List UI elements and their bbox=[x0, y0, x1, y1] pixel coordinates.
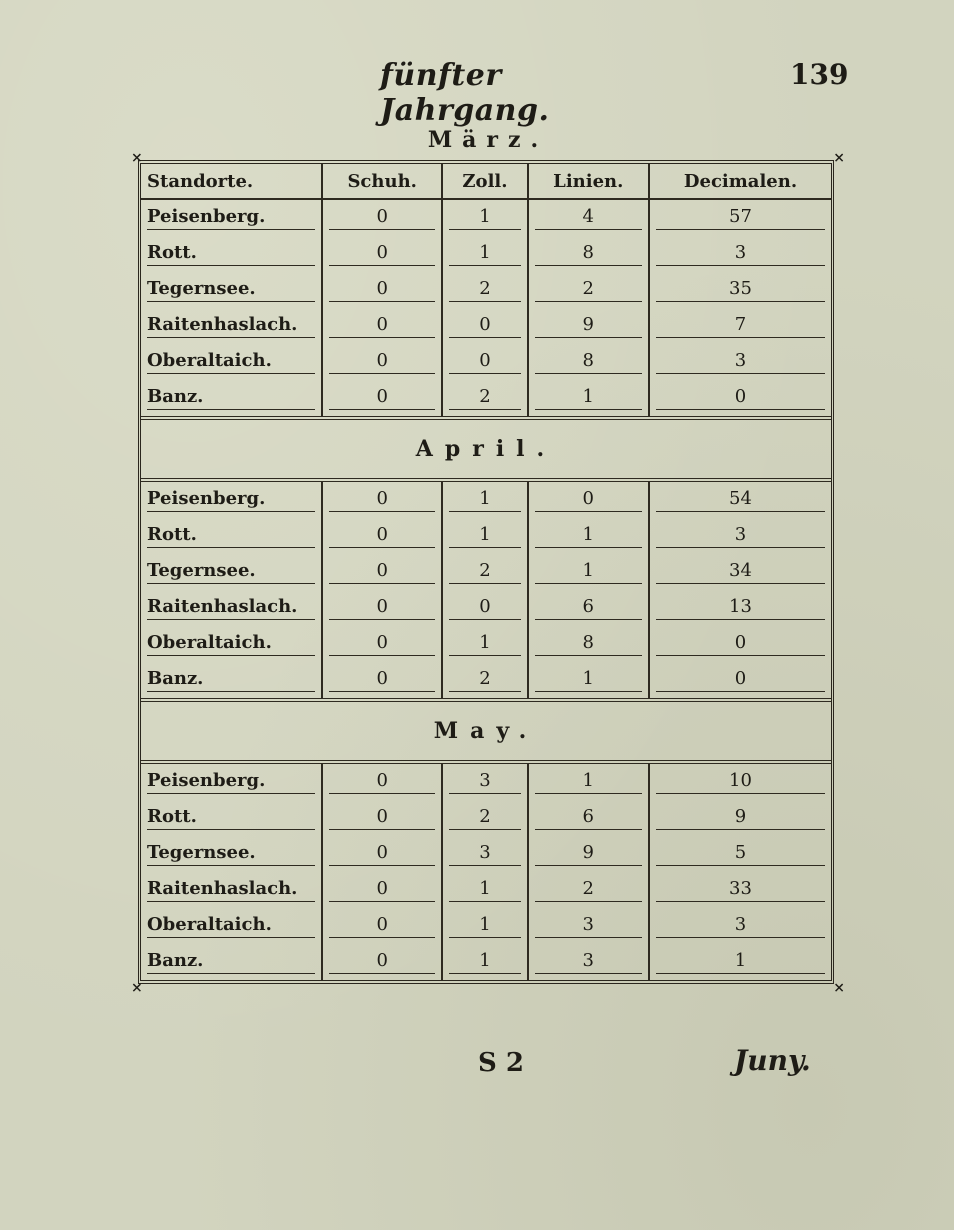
cell-zoll bbox=[442, 872, 527, 908]
section-title: April. bbox=[141, 418, 831, 480]
cell-zoll bbox=[442, 236, 527, 272]
cell-zoll bbox=[442, 344, 527, 380]
cell-value: 54 bbox=[656, 488, 825, 512]
cell-decimalen bbox=[649, 590, 831, 626]
cell-value: 0 bbox=[656, 668, 825, 692]
table-row bbox=[141, 762, 831, 800]
cell-value: Raitenhaslach. bbox=[147, 878, 315, 902]
cell-decimalen bbox=[649, 236, 831, 272]
cell-linien bbox=[528, 800, 649, 836]
cell-value: 34 bbox=[656, 560, 825, 584]
cell-value: 6 bbox=[535, 806, 642, 830]
cell-schuh bbox=[322, 626, 442, 662]
cell-place bbox=[141, 199, 322, 236]
cell-zoll bbox=[442, 554, 527, 590]
cell-value: 33 bbox=[656, 878, 825, 902]
header-row bbox=[141, 164, 831, 199]
cell-value: 6 bbox=[535, 596, 642, 620]
table-row bbox=[141, 272, 831, 308]
cell-zoll bbox=[442, 272, 527, 308]
cell-value: 7 bbox=[656, 314, 825, 338]
cell-value: 8 bbox=[535, 632, 642, 656]
table-row bbox=[141, 800, 831, 836]
cell-value: 0 bbox=[656, 632, 825, 656]
cell-value: 3 bbox=[449, 770, 520, 794]
cell-value: 3 bbox=[656, 524, 825, 548]
cell-zoll bbox=[442, 762, 527, 800]
cell-schuh bbox=[322, 344, 442, 380]
table-row bbox=[141, 480, 831, 518]
corner-mark-icon: × bbox=[833, 150, 845, 166]
cell-place bbox=[141, 590, 322, 626]
cell-linien bbox=[528, 344, 649, 380]
cell-value: 0 bbox=[329, 278, 435, 302]
cell-value: 0 bbox=[329, 524, 435, 548]
cell-value: Banz. bbox=[147, 950, 315, 974]
cell-schuh bbox=[322, 662, 442, 700]
cell-decimalen bbox=[649, 308, 831, 344]
cell-place bbox=[141, 872, 322, 908]
cell-value: 1 bbox=[535, 770, 642, 794]
cell-value: 3 bbox=[656, 242, 825, 266]
cell-schuh bbox=[322, 800, 442, 836]
cell-schuh bbox=[322, 380, 442, 418]
running-head: fünfter Jahrgang. bbox=[380, 58, 550, 128]
cell-value: 0 bbox=[329, 842, 435, 866]
cell-linien bbox=[528, 662, 649, 700]
cell-decimalen bbox=[649, 199, 831, 236]
cell-schuh bbox=[322, 944, 442, 980]
cell-place bbox=[141, 626, 322, 662]
cell-schuh bbox=[322, 480, 442, 518]
cell-zoll bbox=[442, 380, 527, 418]
cell-value: Rott. bbox=[147, 806, 315, 830]
cell-decimalen bbox=[649, 626, 831, 662]
cell-value: Banz. bbox=[147, 386, 315, 410]
cell-decimalen bbox=[649, 380, 831, 418]
column-header-zoll: Zoll. bbox=[442, 164, 527, 199]
cell-value: 3 bbox=[535, 950, 642, 974]
cell-decimalen bbox=[649, 518, 831, 554]
cell-value: 0 bbox=[329, 560, 435, 584]
cell-value: 0 bbox=[329, 878, 435, 902]
table-row bbox=[141, 236, 831, 272]
cell-linien bbox=[528, 199, 649, 236]
cell-value: 9 bbox=[535, 314, 642, 338]
cell-value: Oberaltaich. bbox=[147, 914, 315, 938]
cell-decimalen bbox=[649, 762, 831, 800]
cell-schuh bbox=[322, 908, 442, 944]
cell-place bbox=[141, 944, 322, 980]
signature-mark: S 2 bbox=[478, 1048, 524, 1078]
cell-value: 3 bbox=[449, 842, 520, 866]
table-row bbox=[141, 344, 831, 380]
cell-linien bbox=[528, 944, 649, 980]
cell-value: Tegernsee. bbox=[147, 560, 315, 584]
cell-value: 2 bbox=[449, 560, 520, 584]
cell-value: 0 bbox=[449, 596, 520, 620]
cell-value: 1 bbox=[449, 206, 520, 230]
section-title-maerz: März. bbox=[427, 127, 549, 153]
cell-value: Peisenberg. bbox=[147, 770, 315, 794]
cell-value: 1 bbox=[535, 668, 642, 692]
cell-decimalen bbox=[649, 272, 831, 308]
cell-place bbox=[141, 380, 322, 418]
table-row bbox=[141, 199, 831, 236]
cell-value: 8 bbox=[535, 350, 642, 374]
cell-value: 1 bbox=[449, 488, 520, 512]
section-title-row bbox=[141, 418, 831, 480]
cell-decimalen bbox=[649, 944, 831, 980]
cell-place bbox=[141, 662, 322, 700]
cell-value: 1 bbox=[535, 524, 642, 548]
cell-place bbox=[141, 308, 322, 344]
column-header-schuh: Schuh. bbox=[322, 164, 442, 199]
table-frame bbox=[131, 150, 845, 996]
cell-place bbox=[141, 518, 322, 554]
cell-place bbox=[141, 908, 322, 944]
cell-value: 2 bbox=[449, 668, 520, 692]
cell-schuh bbox=[322, 518, 442, 554]
cell-value: 0 bbox=[329, 242, 435, 266]
cell-value: 35 bbox=[656, 278, 825, 302]
cell-value: 13 bbox=[656, 596, 825, 620]
cell-decimalen bbox=[649, 480, 831, 518]
cell-value: 0 bbox=[449, 350, 520, 374]
cell-value: 0 bbox=[449, 314, 520, 338]
cell-zoll bbox=[442, 199, 527, 236]
cell-value: Tegernsee. bbox=[147, 842, 315, 866]
cell-zoll bbox=[442, 590, 527, 626]
cell-value: 2 bbox=[449, 278, 520, 302]
cell-value: 1 bbox=[449, 632, 520, 656]
cell-value: Peisenberg. bbox=[147, 488, 315, 512]
cell-value: 1 bbox=[449, 950, 520, 974]
cell-schuh bbox=[322, 272, 442, 308]
cell-value: 0 bbox=[329, 668, 435, 692]
cell-place bbox=[141, 480, 322, 518]
cell-place bbox=[141, 554, 322, 590]
column-header-linien: Linien. bbox=[528, 164, 649, 199]
section-title-row bbox=[141, 700, 831, 762]
cell-value: Oberaltaich. bbox=[147, 350, 315, 374]
catchword: Juny. bbox=[734, 1044, 811, 1077]
table-row bbox=[141, 518, 831, 554]
corner-mark-icon: × bbox=[131, 980, 143, 996]
cell-value: 5 bbox=[656, 842, 825, 866]
table-row bbox=[141, 944, 831, 980]
corner-mark-icon: × bbox=[131, 150, 143, 166]
cell-value: 1 bbox=[535, 560, 642, 584]
cell-place bbox=[141, 344, 322, 380]
cell-value: 0 bbox=[329, 386, 435, 410]
cell-value: 3 bbox=[656, 350, 825, 374]
cell-decimalen bbox=[649, 662, 831, 700]
cell-schuh bbox=[322, 236, 442, 272]
cell-value: 0 bbox=[329, 632, 435, 656]
cell-value: 2 bbox=[449, 806, 520, 830]
cell-value: 1 bbox=[449, 914, 520, 938]
cell-value: 0 bbox=[329, 314, 435, 338]
cell-place bbox=[141, 762, 322, 800]
cell-value: 3 bbox=[656, 914, 825, 938]
cell-value: 2 bbox=[535, 878, 642, 902]
cell-value: 0 bbox=[329, 350, 435, 374]
table-body bbox=[141, 199, 831, 980]
cell-value: 8 bbox=[535, 242, 642, 266]
cell-zoll bbox=[442, 308, 527, 344]
cell-place bbox=[141, 836, 322, 872]
table-row bbox=[141, 662, 831, 700]
cell-value: Rott. bbox=[147, 242, 315, 266]
column-header-standorte: Standorte. bbox=[141, 164, 322, 199]
cell-value: 2 bbox=[535, 278, 642, 302]
cell-linien bbox=[528, 272, 649, 308]
table-row bbox=[141, 908, 831, 944]
cell-value: Peisenberg. bbox=[147, 206, 315, 230]
table-row bbox=[141, 872, 831, 908]
cell-linien bbox=[528, 590, 649, 626]
cell-zoll bbox=[442, 662, 527, 700]
cell-decimalen bbox=[649, 836, 831, 872]
table-row bbox=[141, 308, 831, 344]
cell-value: Oberaltaich. bbox=[147, 632, 315, 656]
section-title: May. bbox=[141, 700, 831, 762]
cell-linien bbox=[528, 480, 649, 518]
page-number: 139 bbox=[790, 58, 849, 91]
cell-value: Raitenhaslach. bbox=[147, 314, 315, 338]
cell-value: 4 bbox=[535, 206, 642, 230]
cell-value: 0 bbox=[329, 770, 435, 794]
cell-zoll bbox=[442, 518, 527, 554]
cell-value: 0 bbox=[329, 596, 435, 620]
cell-value: 1 bbox=[656, 950, 825, 974]
cell-place bbox=[141, 236, 322, 272]
cell-value: 3 bbox=[535, 914, 642, 938]
cell-linien bbox=[528, 380, 649, 418]
cell-linien bbox=[528, 236, 649, 272]
cell-value: Rott. bbox=[147, 524, 315, 548]
cell-linien bbox=[528, 626, 649, 662]
cell-linien bbox=[528, 554, 649, 590]
cell-value: 2 bbox=[449, 386, 520, 410]
cell-value: 0 bbox=[329, 914, 435, 938]
cell-linien bbox=[528, 308, 649, 344]
cell-value: 1 bbox=[449, 524, 520, 548]
cell-linien bbox=[528, 762, 649, 800]
cell-decimalen bbox=[649, 800, 831, 836]
table-row bbox=[141, 380, 831, 418]
cell-zoll bbox=[442, 836, 527, 872]
cell-zoll bbox=[442, 800, 527, 836]
cell-decimalen bbox=[649, 554, 831, 590]
table-row bbox=[141, 590, 831, 626]
cell-value: 0 bbox=[329, 206, 435, 230]
cell-value: 0 bbox=[535, 488, 642, 512]
cell-value: Banz. bbox=[147, 668, 315, 692]
cell-linien bbox=[528, 872, 649, 908]
cell-zoll bbox=[442, 944, 527, 980]
cell-value: 0 bbox=[656, 386, 825, 410]
cell-value: Raitenhaslach. bbox=[147, 596, 315, 620]
cell-value: 10 bbox=[656, 770, 825, 794]
column-header-decimalen: Decimalen. bbox=[649, 164, 831, 199]
table-row bbox=[141, 626, 831, 662]
cell-value: 57 bbox=[656, 206, 825, 230]
cell-zoll bbox=[442, 626, 527, 662]
cell-decimalen bbox=[649, 344, 831, 380]
cell-value: 0 bbox=[329, 806, 435, 830]
cell-schuh bbox=[322, 554, 442, 590]
cell-schuh bbox=[322, 199, 442, 236]
cell-place bbox=[141, 800, 322, 836]
cell-value: 1 bbox=[449, 242, 520, 266]
cell-schuh bbox=[322, 308, 442, 344]
cell-value: 1 bbox=[449, 878, 520, 902]
corner-mark-icon: × bbox=[833, 980, 845, 996]
cell-zoll bbox=[442, 480, 527, 518]
cell-value: 0 bbox=[329, 950, 435, 974]
cell-value: 9 bbox=[535, 842, 642, 866]
data-table bbox=[141, 164, 831, 980]
cell-value: 1 bbox=[535, 386, 642, 410]
cell-schuh bbox=[322, 590, 442, 626]
cell-zoll bbox=[442, 908, 527, 944]
cell-schuh bbox=[322, 872, 442, 908]
cell-value: Tegernsee. bbox=[147, 278, 315, 302]
cell-place bbox=[141, 272, 322, 308]
cell-linien bbox=[528, 836, 649, 872]
table-row bbox=[141, 554, 831, 590]
cell-value: 9 bbox=[656, 806, 825, 830]
cell-linien bbox=[528, 908, 649, 944]
cell-schuh bbox=[322, 762, 442, 800]
cell-linien bbox=[528, 518, 649, 554]
cell-value: 0 bbox=[329, 488, 435, 512]
cell-schuh bbox=[322, 836, 442, 872]
table-row bbox=[141, 836, 831, 872]
cell-decimalen bbox=[649, 872, 831, 908]
cell-decimalen bbox=[649, 908, 831, 944]
measurement-table-block bbox=[131, 120, 845, 1030]
